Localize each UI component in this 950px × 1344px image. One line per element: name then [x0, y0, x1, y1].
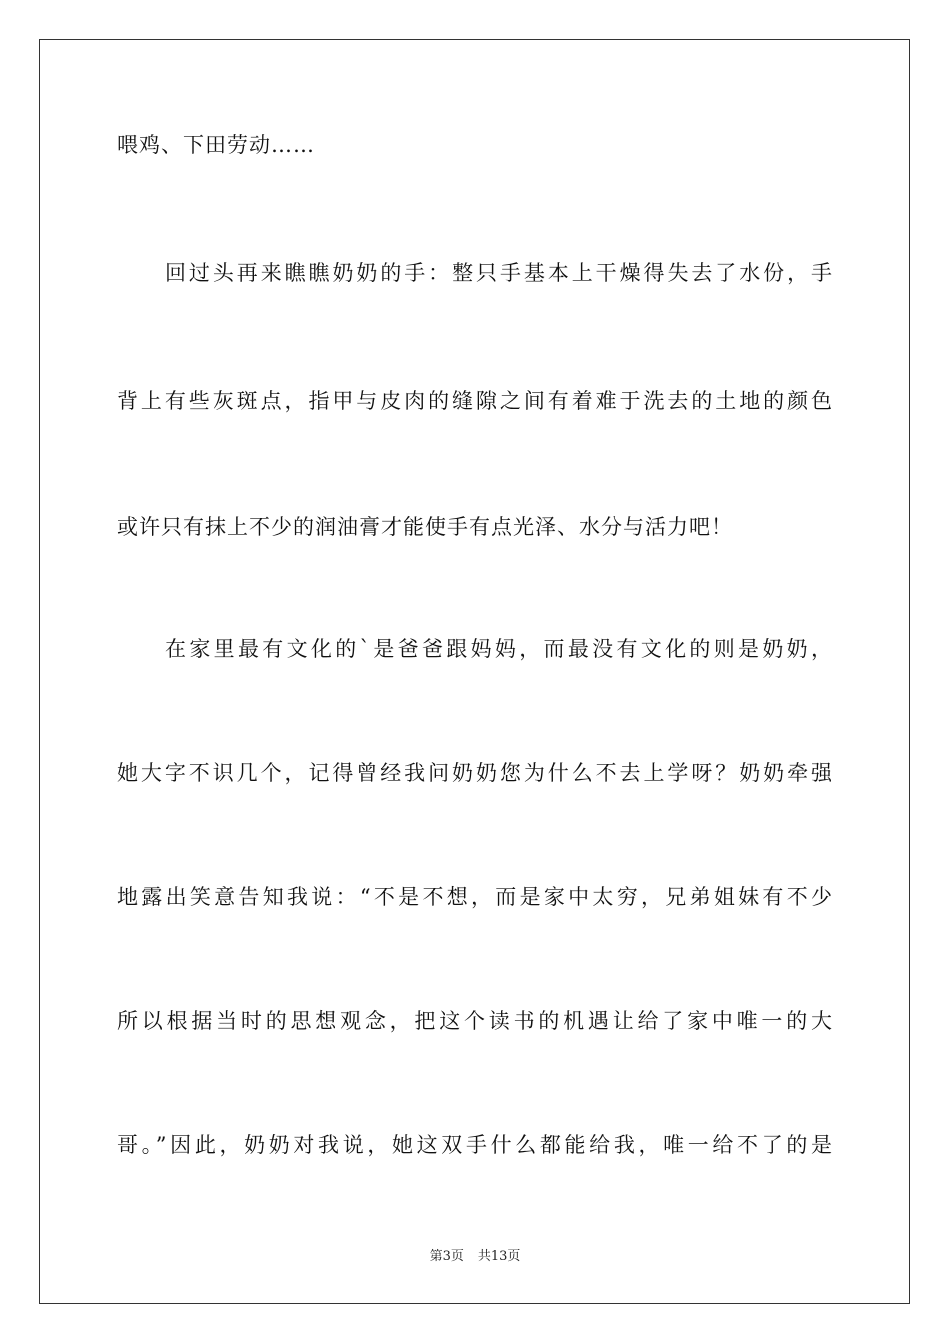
- page-border: [39, 39, 910, 1304]
- text-line: 喂鸡、下田劳动……: [117, 133, 315, 157]
- text-line: 地露出笑意告知我说：“不是不想，而是家中太穷，兄弟姐妹有不少: [117, 885, 833, 909]
- text-line: 或许只有抹上不少的润油膏才能使手有点光泽、水分与活力吧！: [117, 515, 733, 539]
- text-line: 背上有些灰斑点，指甲与皮肉的缝隙之间有着难于洗去的土地的颜色: [117, 389, 833, 413]
- page-total: 共13页: [477, 1249, 521, 1264]
- text-line: 她大字不识几个，记得曾经我问奶奶您为什么不去上学呀？奶奶牵强: [117, 761, 833, 785]
- paragraph-start-line: 在家里最有文化的`是爸爸跟妈妈，而最没有文化的则是奶奶，: [165, 637, 833, 661]
- page-footer: [0, 1248, 950, 1266]
- text-line: 所以根据当时的思想观念，把这个读书的机遇让给了家中唯一的大: [117, 1009, 833, 1033]
- text-line: 哥。”因此，奶奶对我说，她这双手什么都能给我，唯一给不了的是: [117, 1133, 833, 1157]
- page-number: 第3页: [429, 1249, 464, 1264]
- paragraph-start-line: 回过头再来瞧瞧奶奶的手：整只手基本上干燥得失去了水份，手: [165, 261, 833, 285]
